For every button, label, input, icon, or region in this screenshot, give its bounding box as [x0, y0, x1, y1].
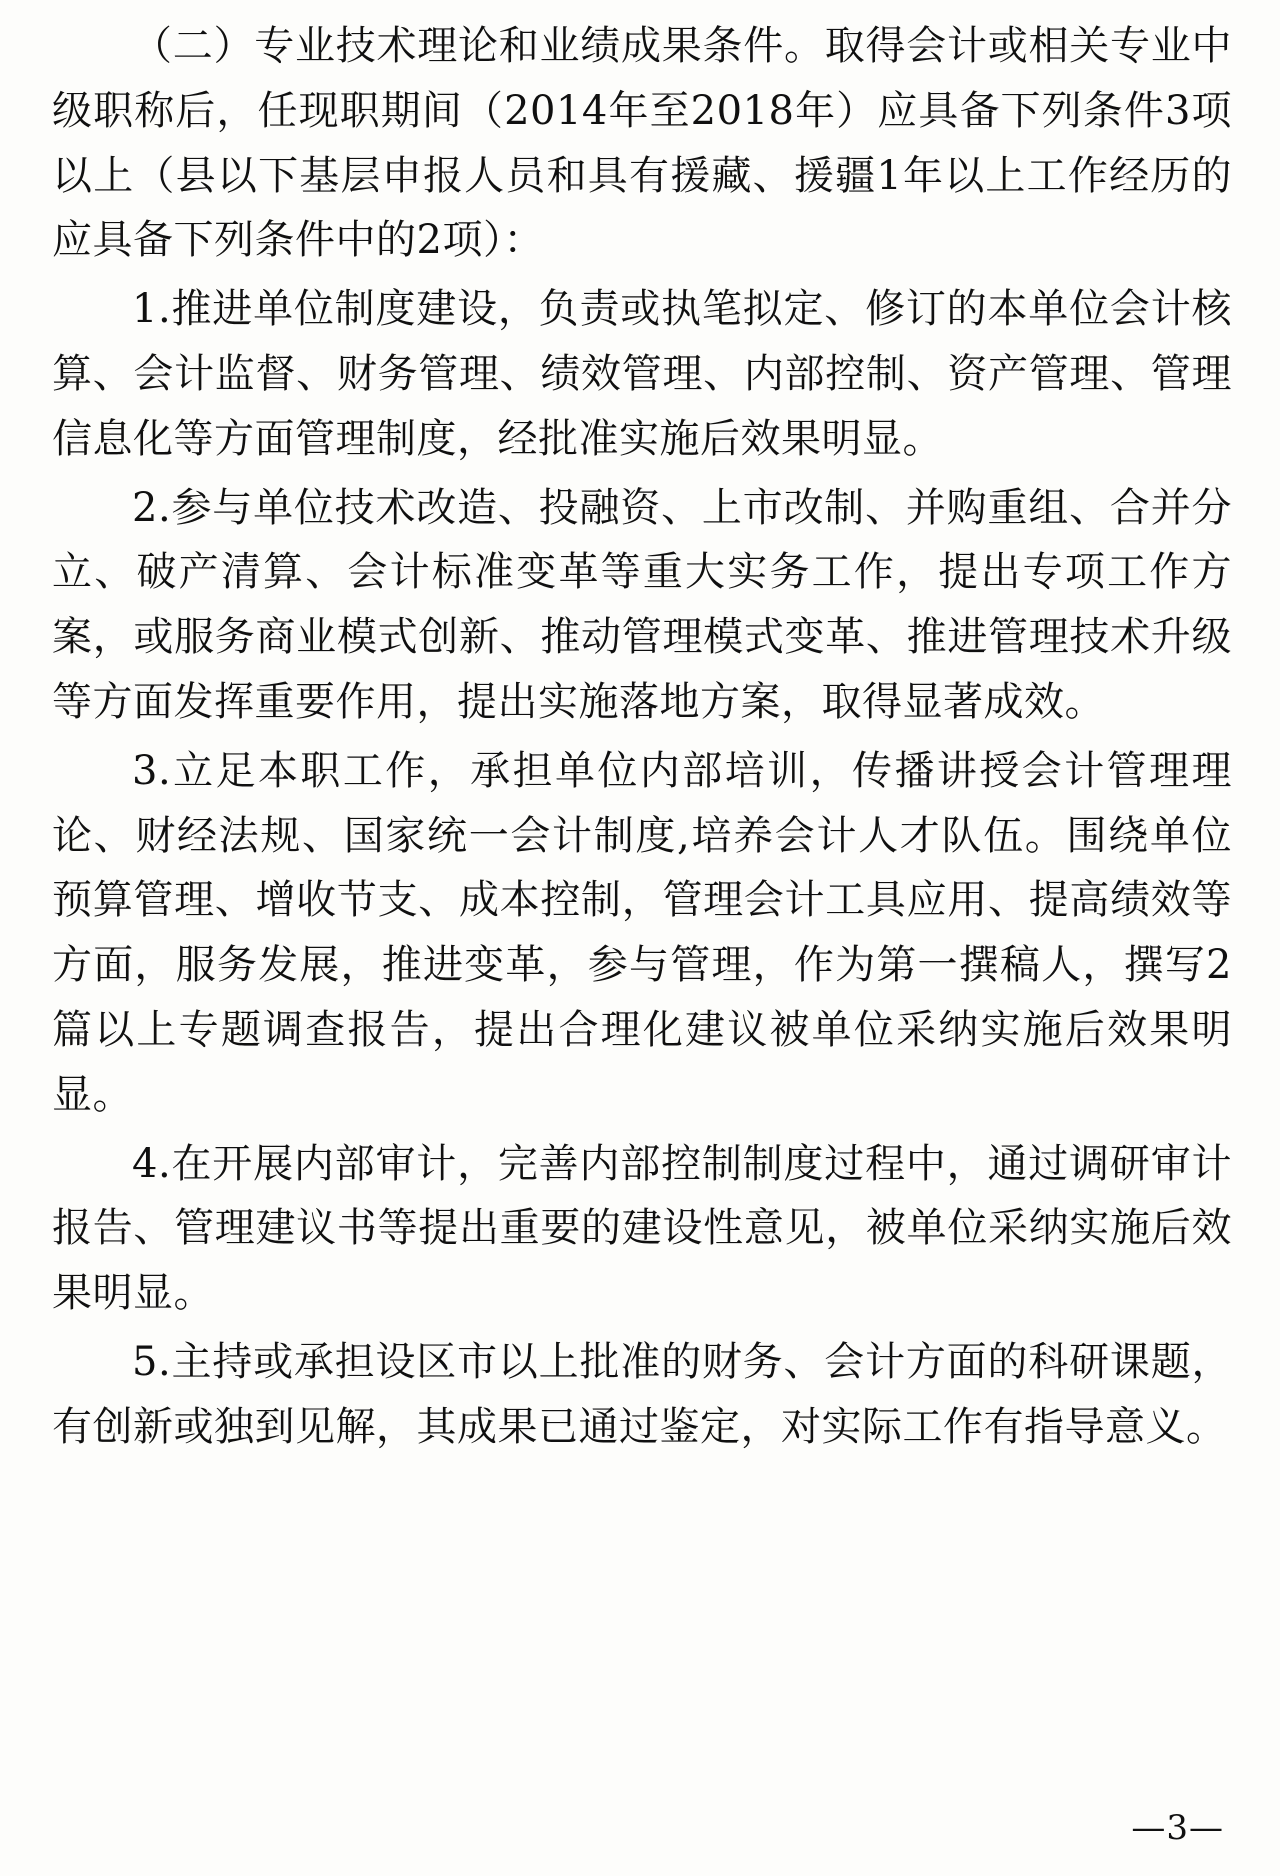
- paragraph-item-2: 2.参与单位技术改造、投融资、上市改制、并购重组、合并分立、破产清算、会计标准变革等重大实务工作，提出专项工作方案，或服务商业模式创新、推动管理模式变革、推进管理技术升级等方面发挥重要作用，提出实施落地方案，取得显著成效。: [52, 484, 1232, 725]
- paragraph-item-3: 3.立足本职工作，承担单位内部培训，传播讲授会计管理理论、财经法规、国家统一会计制度,培养会计人才队伍。围绕单位预算管理、增收节支、成本控制，管理会计工具应用、提高绩效等方面，服务发展，推进变革，参与管理，作为第一撰稿人，撰写2篇以上专题调查报告，提出合理化建议被单位采纳实施后效果明显。: [52, 747, 1232, 1118]
- paragraph-section-heading: （二）专业技术理论和业绩成果条件。取得会计或相关专业中级职称后，任现职期间（2014年至2018年）应具备下列条件3项以上（县以下基层申报人员和具有援藏、援疆1年以上工作经历的应具备下列条件中的2项）：: [52, 23, 1232, 264]
- paragraph-item-5: 5.主持或承担设区市以上批准的财务、会计方面的科研课题，有创新或独到见解，其成果已通过鉴定，对实际工作有指导意义。: [52, 1338, 1232, 1450]
- paragraph-item-4: 4.在开展内部审计，完善内部控制制度过程中，通过调研审计报告、管理建议书等提出重要的建设性意见，被单位采纳实施后效果明显。: [52, 1140, 1232, 1317]
- page-number: —3—: [1131, 1808, 1224, 1848]
- paragraph-item-1: 1.推进单位制度建设，负责或执笔拟定、修订的本单位会计核算、会计监督、财务管理、绩效管理、内部控制、资产管理、管理信息化等方面管理制度，经批准实施后效果明显。: [52, 286, 1232, 462]
- document-body: [52, 14, 1232, 1464]
